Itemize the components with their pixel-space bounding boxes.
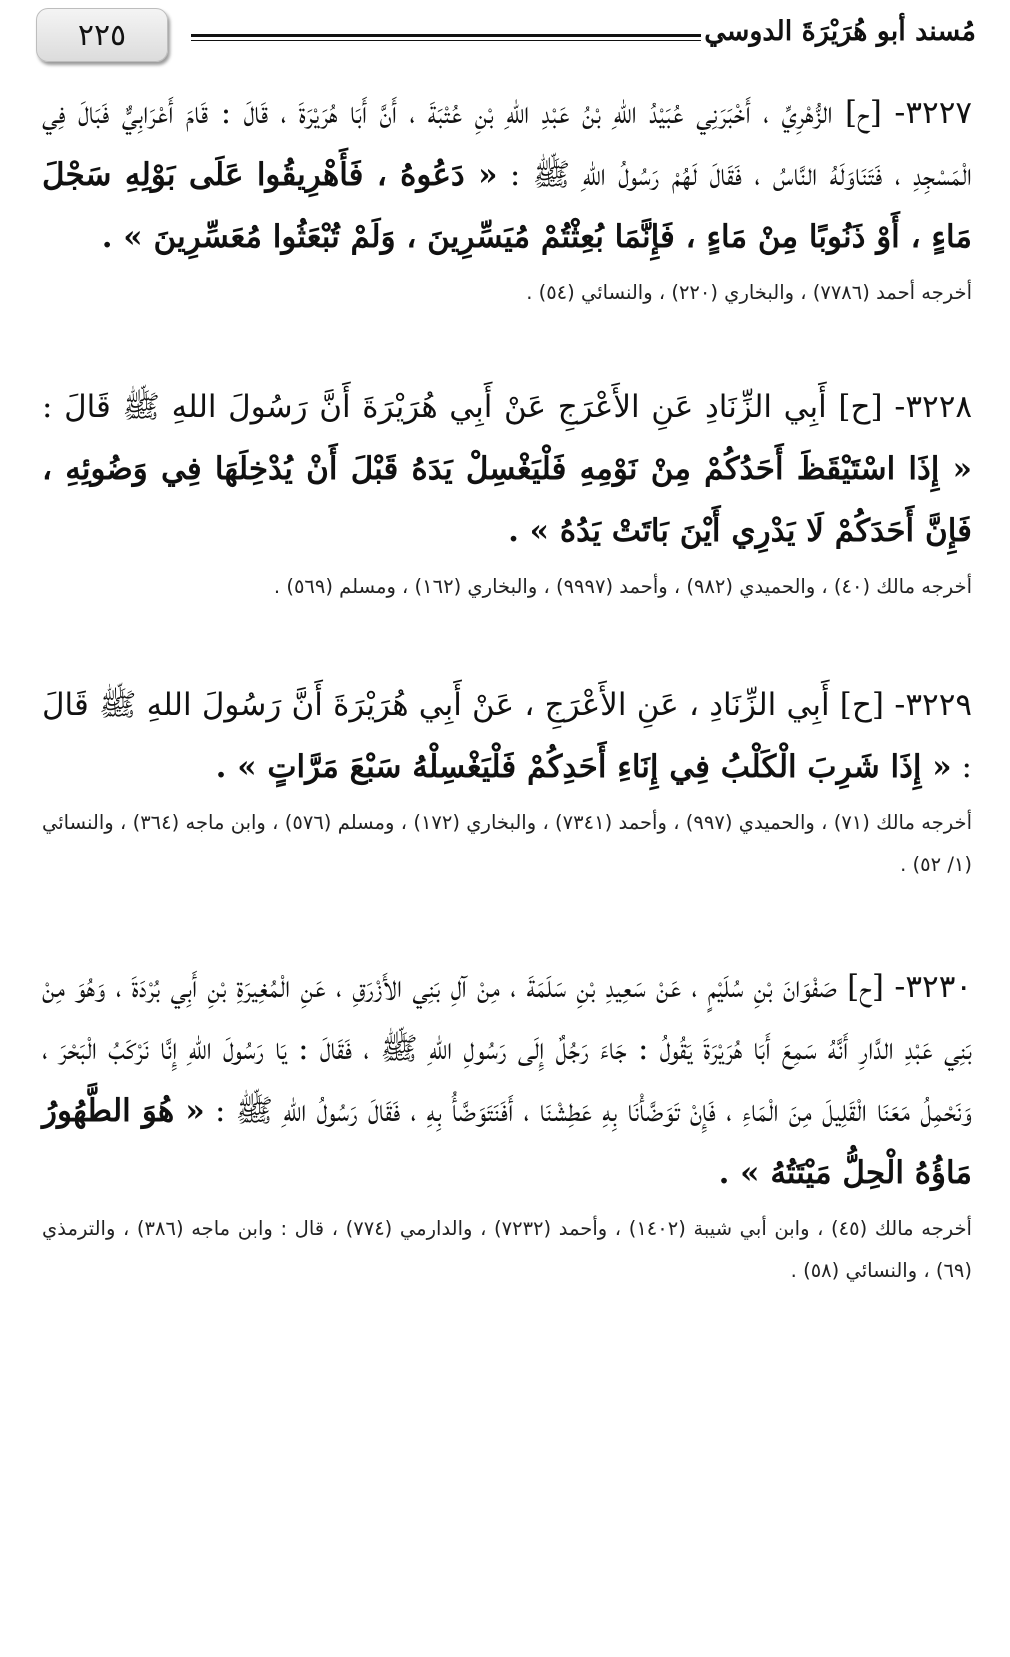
hadith-entry (42, 82, 972, 314)
hadith-isnad: [ح] أَبِي الزِّنَادِ ، عَنِ الأَعْرَجِ ، عَنْ أَبِي هُرَيْرَةَ أَنَّ رَسُولَ اللهِ ﷺ قَالَ : (42, 687, 972, 785)
hadith-text (42, 674, 972, 798)
hadith-matn: « إِذَا شَرِبَ الْكَلْبُ فِي إِنَاءِ أَحَدِكُمْ فَلْيَغْسِلْهُ سَبْعَ مَرَّاتٍ » . (215, 749, 952, 785)
book-title: مُسند أبو هُرَيْرَةَ الدوسي (704, 16, 976, 47)
hadith-entry (42, 376, 972, 608)
hadith-takhrij: أخرجه مالك (٧١) ، والحميدي (٩٩٧) ، وأحمد (٧٣٤١) ، والبخاري (١٧٢) ، ومسلم (٥٧٦) ، وابن ماجه (٣٦٤) ، والنسائي (١/ ٥٢) . (42, 811, 972, 876)
hadith-matn: « هُوَ الطَّهُورُ مَاؤُهُ الْحِلُّ مَيْتَتُهُ » . (42, 1093, 972, 1191)
hadith-takhrij: أخرجه أحمد (٧٧٨٦) ، والبخاري (٢٢٠) ، والنسائي (٥٤) . (526, 281, 972, 304)
hadith-text (42, 376, 972, 562)
hadith-number: ٣٢٣٠- (894, 969, 973, 1005)
hadith-matn: « دَعُوهُ ، فَأَهْرِيقُوا عَلَى بَوْلِهِ سَجْلَ مَاءٍ ، أَوْ ذَنُوبًا مِنْ مَاءٍ ، فَإِنَّمَا بُعِثْتُمْ مُيَسِّرِينَ ، وَلَمْ تُبْعَثُوا مُعَسِّرِينَ » . (42, 157, 972, 255)
hadith-takhrij: أخرجه مالك (٤٠) ، والحميدي (٩٨٢) ، وأحمد (٩٩٩٧) ، والبخاري (١٦٢) ، ومسلم (٥٦٩) . (273, 575, 972, 598)
header-divider (191, 34, 701, 41)
page-number: ٢٢٥ (77, 17, 127, 53)
hadith-takhrij: أخرجه مالك (٤٥) ، وابن أبي شيبة (١٤٠٢) ، وأحمد (٧٢٣٢) ، والدارمي (٧٧٤) ، قال : وابن ماجه (٣٨٦) ، والترمذي (٦٩) ، والنسائي (٥٨) . (42, 1217, 972, 1282)
hadith-text (42, 82, 972, 268)
hadith-isnad: [ح] صَفْوَانَ بْنِ سُلَيْمٍ ، عَنْ سَعِيدِ بْنِ سَلَمَةَ ، مِنْ آلِ بَنِي الأَزْرَقِ ، عَنِ الْمُغِيرَةِ بْنِ أَبِي بُرْدَةَ ، وَهُوَ مِنْ بَنِي عَبْدِ الدَّارِ أَنَّهُ سَمِعَ أَبَا هُرَيْرَةَ يَقُولُ : جَاءَ رَجُلٌ إِلَى رَسُولِ اللهِ ﷺ ، فَقَالَ : يَا رَسُولَ اللهِ إِنَّا نَرْكَبُ الْبَحْرَ ، وَنَحْمِلُ مَعَنَا الْقَلِيلَ مِنَ الْمَاءِ ، فَإِنْ تَوَضَّأْنَا بِهِ عَطِشْنَا ، أَفَنَتَوَضَّأُ بِهِ ، فَقَالَ رَسُولُ اللهِ ﷺ : (42, 969, 972, 1129)
page-header (36, 8, 976, 64)
hadith-matn: « إِذَا اسْتَيْقَظَ أَحَدُكُمْ مِنْ نَوْمِهِ فَلْيَغْسِلْ يَدَهُ قَبْلَ أَنْ يُدْخِلَهَا فِي وَضُوئِهِ ، فَإِنَّ أَحَدَكُمْ لَا يَدْرِي أَيْنَ بَاتَتْ يَدُهُ » . (42, 451, 972, 549)
hadith-entry (42, 674, 972, 886)
hadith-number: ٣٢٢٨- (894, 389, 972, 425)
hadith-text (42, 956, 972, 1204)
hadith-isnad: [ح] الزُّهْرِيِّ ، أَخْبَرَنِي عُبَيْدُ اللهِ بْنُ عَبْدِ اللهِ بْنِ عُتْبَةَ ، أَنَّ أَبَا هُرَيْرَةَ ، قَالَ : قَامَ أَعْرَابِيٌّ فَبَالَ فِي الْمَسْجِدِ ، فَتَنَاوَلَهُ النَّاسُ ، فَقَالَ لَهُمْ رَسُولُ اللهِ ﷺ : (42, 95, 972, 193)
hadith-number: ٣٢٢٩- (894, 687, 972, 723)
hadith-number: ٣٢٢٧- (894, 95, 972, 131)
hadith-entry (42, 956, 972, 1292)
page-number-badge (36, 8, 168, 62)
hadith-isnad: [ح] أَبِي الزِّنَادِ عَنِ الأَعْرَجِ عَنْ أَبِي هُرَيْرَةَ أَنَّ رَسُولَ اللهِ ﷺ قَالَ : (42, 389, 883, 425)
